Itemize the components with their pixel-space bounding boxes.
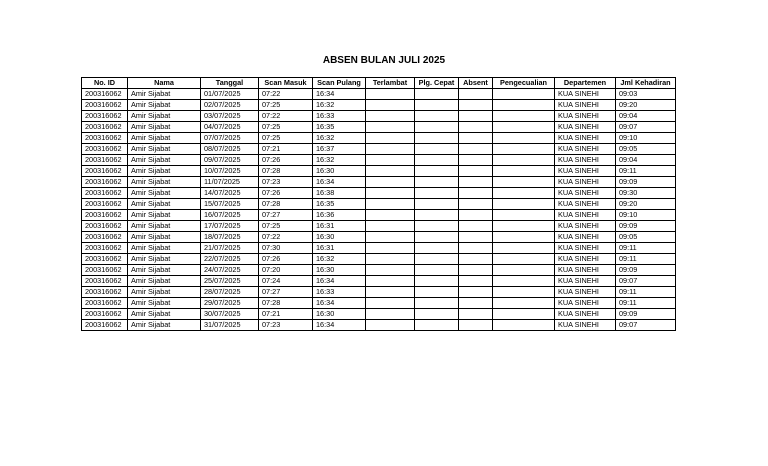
cell-tanggal: 31/07/2025 [201,320,259,331]
cell-pengecualian [493,188,555,199]
cell-scan-pulang: 16:34 [313,177,366,188]
header-departemen: Departemen [555,78,616,89]
cell-tanggal: 30/07/2025 [201,309,259,320]
cell-terlambat [366,133,415,144]
table-row [82,111,676,122]
cell-plg-cepat [415,188,459,199]
table-row [82,221,676,232]
cell-plg-cepat [415,111,459,122]
cell-pengecualian [493,111,555,122]
table-row [82,89,676,100]
table-row [82,177,676,188]
cell-scan-pulang: 16:34 [313,276,366,287]
cell-absent [459,298,493,309]
header-nama: Nama [128,78,201,89]
cell-terlambat [366,177,415,188]
cell-terlambat [366,100,415,111]
cell-nama: Amir Sijabat [128,320,201,331]
header-tanggal: Tanggal [201,78,259,89]
cell-jml-kehadiran: 09:09 [616,221,676,232]
cell-departemen: KUA SINEHI [555,111,616,122]
cell-pengecualian [493,144,555,155]
cell-plg-cepat [415,287,459,298]
cell-nama: Amir Sijabat [128,210,201,221]
cell-id: 200316062 [82,199,128,210]
table-row [82,265,676,276]
cell-absent [459,188,493,199]
cell-scan-pulang: 16:34 [313,320,366,331]
cell-tanggal: 15/07/2025 [201,199,259,210]
cell-nama: Amir Sijabat [128,309,201,320]
cell-scan-masuk: 07:30 [259,243,313,254]
table-row [82,122,676,133]
cell-tanggal: 02/07/2025 [201,100,259,111]
table-row [82,166,676,177]
cell-id: 200316062 [82,254,128,265]
cell-scan-masuk: 07:26 [259,254,313,265]
cell-absent [459,133,493,144]
table-row [82,133,676,144]
cell-id: 200316062 [82,89,128,100]
cell-plg-cepat [415,232,459,243]
cell-nama: Amir Sijabat [128,144,201,155]
cell-jml-kehadiran: 09:11 [616,243,676,254]
cell-absent [459,144,493,155]
cell-plg-cepat [415,309,459,320]
table-row [82,309,676,320]
cell-id: 200316062 [82,100,128,111]
cell-pengecualian [493,309,555,320]
cell-scan-pulang: 16:36 [313,210,366,221]
header-scan-pulang: Scan Pulang [313,78,366,89]
cell-departemen: KUA SINEHI [555,166,616,177]
cell-nama: Amir Sijabat [128,276,201,287]
header-no-id: No. ID [82,78,128,89]
cell-jml-kehadiran: 09:03 [616,89,676,100]
cell-scan-pulang: 16:33 [313,111,366,122]
cell-nama: Amir Sijabat [128,89,201,100]
cell-scan-masuk: 07:23 [259,177,313,188]
cell-terlambat [366,122,415,133]
cell-scan-masuk: 07:26 [259,155,313,166]
cell-scan-masuk: 07:22 [259,111,313,122]
cell-tanggal: 29/07/2025 [201,298,259,309]
table-row [82,188,676,199]
cell-jml-kehadiran: 09:09 [616,265,676,276]
cell-departemen: KUA SINEHI [555,188,616,199]
cell-pengecualian [493,210,555,221]
cell-jml-kehadiran: 09:11 [616,254,676,265]
cell-terlambat [366,309,415,320]
cell-id: 200316062 [82,243,128,254]
cell-scan-masuk: 07:25 [259,100,313,111]
cell-departemen: KUA SINEHI [555,210,616,221]
cell-jml-kehadiran: 09:05 [616,232,676,243]
cell-plg-cepat [415,276,459,287]
cell-nama: Amir Sijabat [128,254,201,265]
cell-jml-kehadiran: 09:07 [616,320,676,331]
cell-absent [459,320,493,331]
cell-tanggal: 07/07/2025 [201,133,259,144]
cell-absent [459,210,493,221]
cell-jml-kehadiran: 09:10 [616,210,676,221]
cell-departemen: KUA SINEHI [555,177,616,188]
cell-jml-kehadiran: 09:05 [616,144,676,155]
cell-terlambat [366,221,415,232]
cell-scan-masuk: 07:25 [259,122,313,133]
cell-plg-cepat [415,155,459,166]
header-jml-kehadiran: Jml Kehadiran [616,78,676,89]
table-header-row [82,78,676,89]
cell-pengecualian [493,122,555,133]
cell-scan-pulang: 16:32 [313,133,366,144]
cell-scan-pulang: 16:30 [313,166,366,177]
cell-plg-cepat [415,100,459,111]
cell-scan-masuk: 07:25 [259,221,313,232]
header-absent: Absent [459,78,493,89]
cell-scan-pulang: 16:35 [313,122,366,133]
table-row [82,144,676,155]
cell-id: 200316062 [82,298,128,309]
cell-pengecualian [493,232,555,243]
cell-pengecualian [493,276,555,287]
header-scan-masuk: Scan Masuk [259,78,313,89]
table-row [82,232,676,243]
header-terlambat: Terlambat [366,78,415,89]
cell-terlambat [366,243,415,254]
cell-tanggal: 22/07/2025 [201,254,259,265]
cell-departemen: KUA SINEHI [555,320,616,331]
cell-scan-masuk: 07:24 [259,276,313,287]
cell-nama: Amir Sijabat [128,287,201,298]
cell-scan-pulang: 16:34 [313,89,366,100]
cell-departemen: KUA SINEHI [555,232,616,243]
cell-departemen: KUA SINEHI [555,243,616,254]
cell-jml-kehadiran: 09:10 [616,133,676,144]
cell-tanggal: 18/07/2025 [201,232,259,243]
cell-departemen: KUA SINEHI [555,221,616,232]
cell-scan-pulang: 16:30 [313,309,366,320]
cell-departemen: KUA SINEHI [555,144,616,155]
cell-absent [459,155,493,166]
cell-scan-masuk: 07:27 [259,287,313,298]
cell-terlambat [366,254,415,265]
cell-pengecualian [493,133,555,144]
cell-jml-kehadiran: 09:07 [616,276,676,287]
cell-plg-cepat [415,265,459,276]
cell-absent [459,177,493,188]
cell-nama: Amir Sijabat [128,199,201,210]
cell-absent [459,232,493,243]
cell-departemen: KUA SINEHI [555,254,616,265]
cell-tanggal: 28/07/2025 [201,287,259,298]
cell-plg-cepat [415,133,459,144]
cell-plg-cepat [415,166,459,177]
cell-tanggal: 04/07/2025 [201,122,259,133]
cell-scan-pulang: 16:30 [313,265,366,276]
cell-absent [459,111,493,122]
cell-departemen: KUA SINEHI [555,133,616,144]
cell-absent [459,166,493,177]
cell-tanggal: 16/07/2025 [201,210,259,221]
cell-scan-masuk: 07:23 [259,320,313,331]
cell-id: 200316062 [82,265,128,276]
cell-plg-cepat [415,177,459,188]
table-row [82,276,676,287]
cell-jml-kehadiran: 09:09 [616,177,676,188]
cell-tanggal: 03/07/2025 [201,111,259,122]
table-row [82,100,676,111]
cell-scan-pulang: 16:32 [313,254,366,265]
cell-scan-pulang: 16:33 [313,287,366,298]
cell-absent [459,89,493,100]
cell-pengecualian [493,265,555,276]
cell-jml-kehadiran: 09:11 [616,166,676,177]
cell-plg-cepat [415,144,459,155]
cell-jml-kehadiran: 09:04 [616,111,676,122]
cell-scan-masuk: 07:22 [259,89,313,100]
cell-jml-kehadiran: 09:11 [616,287,676,298]
cell-id: 200316062 [82,111,128,122]
cell-scan-masuk: 07:26 [259,188,313,199]
cell-departemen: KUA SINEHI [555,298,616,309]
cell-id: 200316062 [82,133,128,144]
cell-scan-pulang: 16:32 [313,155,366,166]
cell-nama: Amir Sijabat [128,243,201,254]
cell-jml-kehadiran: 09:20 [616,199,676,210]
cell-tanggal: 25/07/2025 [201,276,259,287]
cell-absent [459,199,493,210]
cell-plg-cepat [415,298,459,309]
cell-tanggal: 17/07/2025 [201,221,259,232]
cell-tanggal: 01/07/2025 [201,89,259,100]
cell-tanggal: 09/07/2025 [201,155,259,166]
cell-absent [459,287,493,298]
cell-departemen: KUA SINEHI [555,122,616,133]
cell-pengecualian [493,221,555,232]
cell-terlambat [366,276,415,287]
cell-departemen: KUA SINEHI [555,287,616,298]
cell-nama: Amir Sijabat [128,188,201,199]
cell-terlambat [366,298,415,309]
cell-plg-cepat [415,221,459,232]
cell-departemen: KUA SINEHI [555,199,616,210]
cell-scan-pulang: 16:35 [313,199,366,210]
cell-terlambat [366,199,415,210]
cell-nama: Amir Sijabat [128,155,201,166]
cell-pengecualian [493,166,555,177]
table-row [82,254,676,265]
cell-id: 200316062 [82,210,128,221]
cell-jml-kehadiran: 09:11 [616,298,676,309]
cell-tanggal: 10/07/2025 [201,166,259,177]
cell-id: 200316062 [82,188,128,199]
cell-scan-pulang: 16:37 [313,144,366,155]
cell-departemen: KUA SINEHI [555,89,616,100]
cell-pengecualian [493,199,555,210]
cell-scan-masuk: 07:21 [259,309,313,320]
cell-scan-masuk: 07:28 [259,199,313,210]
cell-id: 200316062 [82,166,128,177]
cell-scan-pulang: 16:30 [313,232,366,243]
cell-departemen: KUA SINEHI [555,100,616,111]
cell-id: 200316062 [82,309,128,320]
cell-pengecualian [493,89,555,100]
cell-pengecualian [493,155,555,166]
cell-scan-pulang: 16:31 [313,243,366,254]
cell-absent [459,265,493,276]
cell-jml-kehadiran: 09:07 [616,122,676,133]
cell-departemen: KUA SINEHI [555,276,616,287]
cell-id: 200316062 [82,221,128,232]
cell-jml-kehadiran: 09:20 [616,100,676,111]
cell-nama: Amir Sijabat [128,221,201,232]
header-plg-cepat: Plg. Cepat [415,78,459,89]
cell-pengecualian [493,320,555,331]
cell-nama: Amir Sijabat [128,265,201,276]
cell-terlambat [366,232,415,243]
cell-plg-cepat [415,210,459,221]
cell-tanggal: 14/07/2025 [201,188,259,199]
cell-pengecualian [493,287,555,298]
table-row [82,243,676,254]
cell-plg-cepat [415,243,459,254]
cell-terlambat [366,210,415,221]
cell-nama: Amir Sijabat [128,298,201,309]
cell-scan-pulang: 16:31 [313,221,366,232]
table-row [82,320,676,331]
cell-scan-masuk: 07:20 [259,265,313,276]
cell-scan-pulang: 16:32 [313,100,366,111]
cell-id: 200316062 [82,144,128,155]
header-pengecualian: Pengecualian [493,78,555,89]
cell-id: 200316062 [82,276,128,287]
cell-plg-cepat [415,89,459,100]
cell-id: 200316062 [82,155,128,166]
cell-tanggal: 08/07/2025 [201,144,259,155]
cell-nama: Amir Sijabat [128,111,201,122]
cell-nama: Amir Sijabat [128,232,201,243]
cell-pengecualian [493,254,555,265]
table-row [82,298,676,309]
cell-id: 200316062 [82,232,128,243]
cell-scan-masuk: 07:21 [259,144,313,155]
cell-tanggal: 21/07/2025 [201,243,259,254]
cell-terlambat [366,287,415,298]
cell-plg-cepat [415,320,459,331]
cell-terlambat [366,111,415,122]
cell-scan-masuk: 07:28 [259,298,313,309]
cell-absent [459,100,493,111]
cell-id: 200316062 [82,177,128,188]
cell-terlambat [366,155,415,166]
cell-nama: Amir Sijabat [128,100,201,111]
cell-scan-pulang: 16:38 [313,188,366,199]
cell-terlambat [366,188,415,199]
cell-terlambat [366,166,415,177]
cell-terlambat [366,89,415,100]
cell-scan-masuk: 07:22 [259,232,313,243]
cell-tanggal: 24/07/2025 [201,265,259,276]
cell-jml-kehadiran: 09:30 [616,188,676,199]
cell-absent [459,254,493,265]
cell-id: 200316062 [82,320,128,331]
cell-departemen: KUA SINEHI [555,309,616,320]
attendance-table [81,77,676,331]
cell-departemen: KUA SINEHI [555,155,616,166]
cell-scan-masuk: 07:27 [259,210,313,221]
cell-pengecualian [493,243,555,254]
table-row [82,155,676,166]
table-row [82,210,676,221]
cell-id: 200316062 [82,287,128,298]
cell-nama: Amir Sijabat [128,133,201,144]
cell-absent [459,122,493,133]
cell-plg-cepat [415,199,459,210]
cell-absent [459,309,493,320]
cell-scan-masuk: 07:28 [259,166,313,177]
cell-terlambat [366,144,415,155]
cell-scan-masuk: 07:25 [259,133,313,144]
cell-id: 200316062 [82,122,128,133]
cell-nama: Amir Sijabat [128,166,201,177]
cell-absent [459,243,493,254]
cell-scan-pulang: 16:34 [313,298,366,309]
cell-terlambat [366,265,415,276]
cell-terlambat [366,320,415,331]
cell-nama: Amir Sijabat [128,122,201,133]
cell-pengecualian [493,100,555,111]
cell-absent [459,276,493,287]
cell-plg-cepat [415,254,459,265]
cell-nama: Amir Sijabat [128,177,201,188]
cell-plg-cepat [415,122,459,133]
cell-jml-kehadiran: 09:04 [616,155,676,166]
cell-jml-kehadiran: 09:09 [616,309,676,320]
table-row [82,287,676,298]
cell-absent [459,221,493,232]
cell-pengecualian [493,177,555,188]
page-title: ABSEN BULAN JULI 2025 [322,55,446,66]
cell-departemen: KUA SINEHI [555,265,616,276]
table-row [82,199,676,210]
cell-tanggal: 11/07/2025 [201,177,259,188]
cell-pengecualian [493,298,555,309]
